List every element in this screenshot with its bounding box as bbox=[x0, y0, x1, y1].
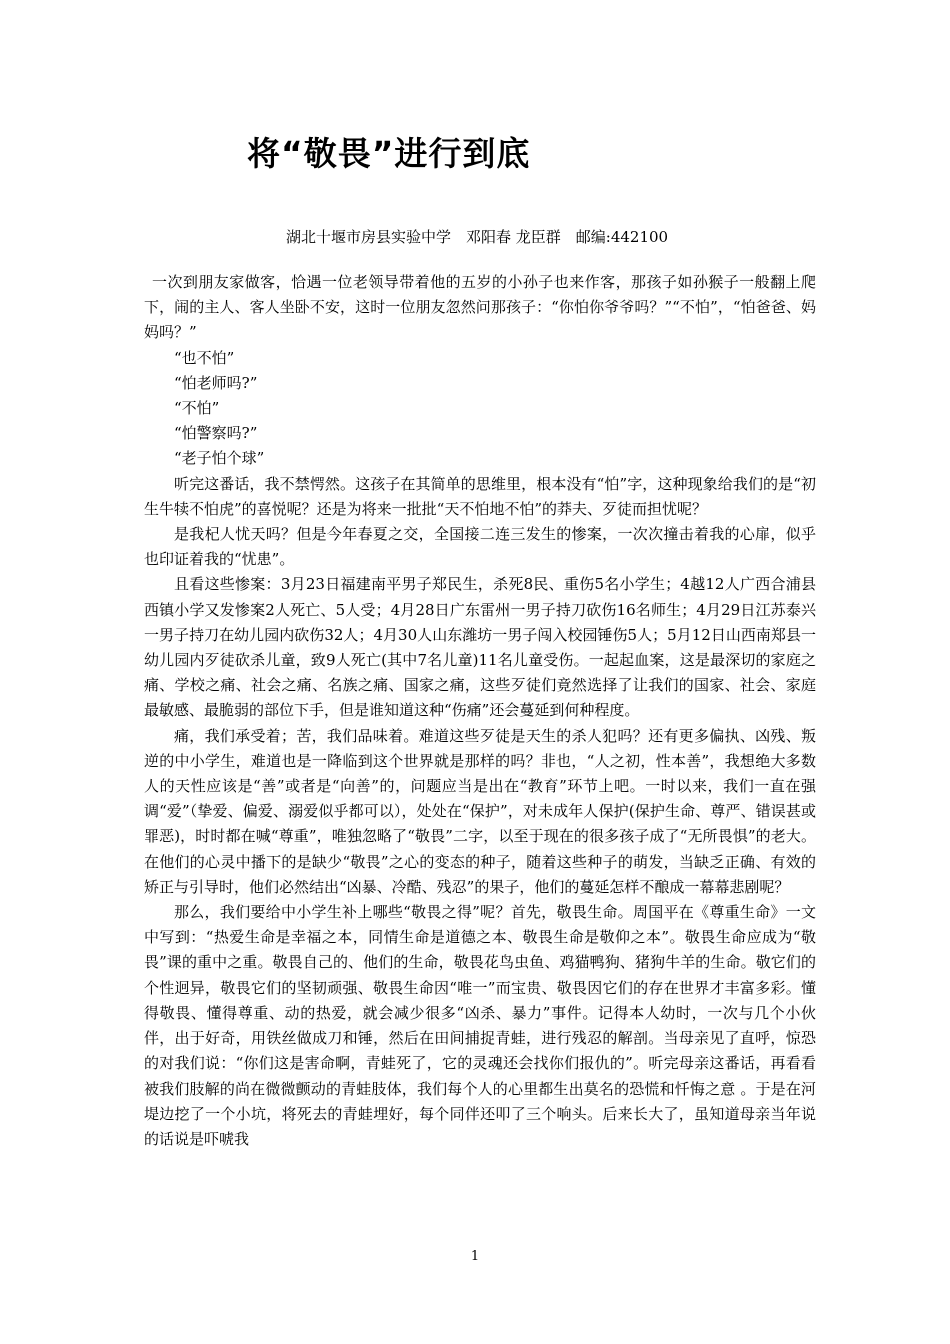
paragraph: 痛，我们承受着；苦，我们品味着。难道这些歹徒是天生的杀人犯吗？还有更多偏执、凶残、叛逆的中小学生，难道也是一降临到这个世界就是那样的吗？非也，“人之初，性本善”，我想绝大多数人的天性应该是“善”或者是“向善”的，问题应当是出在“教育”环节上吧。一时以来，我们一直在强调“爱”（挚爱、偏爱、溺爱似乎都可以），处处在“保护”，对未成年人保护(保护生命、尊严、错误甚或罪恶)，时时都在喊“尊重”，唯独忽略了“敬畏”二字，以至于现在的很多孩子成了“无所畏惧”的老大。在他们的心灵中播下的是缺少“敬畏”之心的变态的种子，随着这些种子的萌发，当缺乏正确、有效的矫正与引导时，他们必然结出“凶暴、冷酷、残忍”的果子，他们的蔓延怎样不酿成一幕幕悲剧呢？ bbox=[144, 726, 816, 896]
article-title: 将“敬畏”进行到底 bbox=[247, 134, 531, 173]
dialogue-line: “老子怕个球” bbox=[174, 449, 265, 468]
paragraph: 且看这些惨案：3月23日福建南平男子郑民生，杀死8民、重伤5名小学生；4越12人广西合浦县西镇小学又发惨案2人死亡、5人受；4月28日广东雷州一男子持刀砍伤16名师生；4月29日江苏泰兴一男子持刀在幼儿园内砍伤32人；4月30人山东潍坊一男子闯入校园锤伤5人；5月12日山西南郑县一幼儿园内歹徒砍杀儿童，致9人死亡(其中7名儿童)11名儿童受伤。一起起血案，这是最深切的家庭之痛、学校之痛、社会之痛、名族之痛、国家之痛，这些歹徒们竟然选择了让我们的国家、社会、家庭最敏感、最脆弱的部位下手，但是谁知道这种“伤痛”还会蔓延到何种程度。 bbox=[144, 575, 816, 720]
paragraph: 那么，我们要给中小学生补上哪些“敬畏之得”呢？首先，敬畏生命。周国平在《尊重生命》一文中写到：“热爱生命是幸福之本，同情生命是道德之本、敬畏生命是敬仰之本”。敬畏生命应成为“敬畏”课的重中之重。敬畏自己的、他们的生命，敬畏花鸟虫鱼、鸡猫鸭狗、猪狗牛羊的生命。敬它们的个性迥异，敬畏它们的坚韧顽强、敬畏生命因“唯一”而宝贵、敬畏因它们的存在世界才丰富多彩。懂得敬畏、懂得尊重、动的热爱，就会减少很多“凶杀、暴力”事件。记得本人幼时，一次与几个小伙伴，出于好奇，用铁丝做成刀和锤，然后在田间捕捉青蛙，进行残忍的解剖。当母亲见了直呼，惊恐的对我们说：“你们这是害命啊，青蛙死了，它的灵魂还会找你们报仇的”。听完母亲这番话，再看看被我们肢解的尚在微微颤动的青蛙肢体，我们每个人的心里都生出莫名的恐慌和忏悔之意 。于是在河堤边挖了一个小坑，将死去的青蛙埋好，每个同伴还叩了三个响头。后来长大了，虽知道母亲当年说的话说是吓唬我 bbox=[144, 903, 816, 1148]
dialogue-line: “怕老师吗?” bbox=[174, 373, 258, 392]
dialogue-line: “也不怕” bbox=[174, 348, 235, 367]
paragraph: 是我杞人忧天吗？但是今年春夏之交，全国接二连三发生的惨案，一次次撞击着我的心扉，似乎也印证着我的“忧患”。 bbox=[144, 525, 816, 569]
article-body bbox=[144, 270, 816, 1152]
paragraph-intro: 一次到朋友家做客，恰遇一位老领导带着他的五岁的小孙子也来作客，那孩子如孙猴子一般翻上爬下，闹的主人、客人坐卧不安，这时一位朋友忽然问那孩子：“你怕你爷爷吗？”“不怕”，“怕爸爸、妈妈吗？” bbox=[144, 273, 816, 342]
paragraph: 听完这番话，我不禁愕然。这孩子在其简单的思维里，根本没有“怕”字，这种现象给我们的是“初生牛犊不怕虎”的喜悦呢？还是为将来一批批“天不怕地不怕”的莽夫、歹徒而担忧呢？ bbox=[144, 474, 816, 518]
dialogue-line: “不怕” bbox=[174, 399, 220, 418]
page-number: 1 bbox=[470, 1249, 480, 1264]
dialogue-line: “怕警察吗?” bbox=[174, 424, 258, 443]
author-byline: 湖北十堰市房县实验中学 邓阳春 龙臣群 邮编:442100 bbox=[286, 228, 669, 246]
